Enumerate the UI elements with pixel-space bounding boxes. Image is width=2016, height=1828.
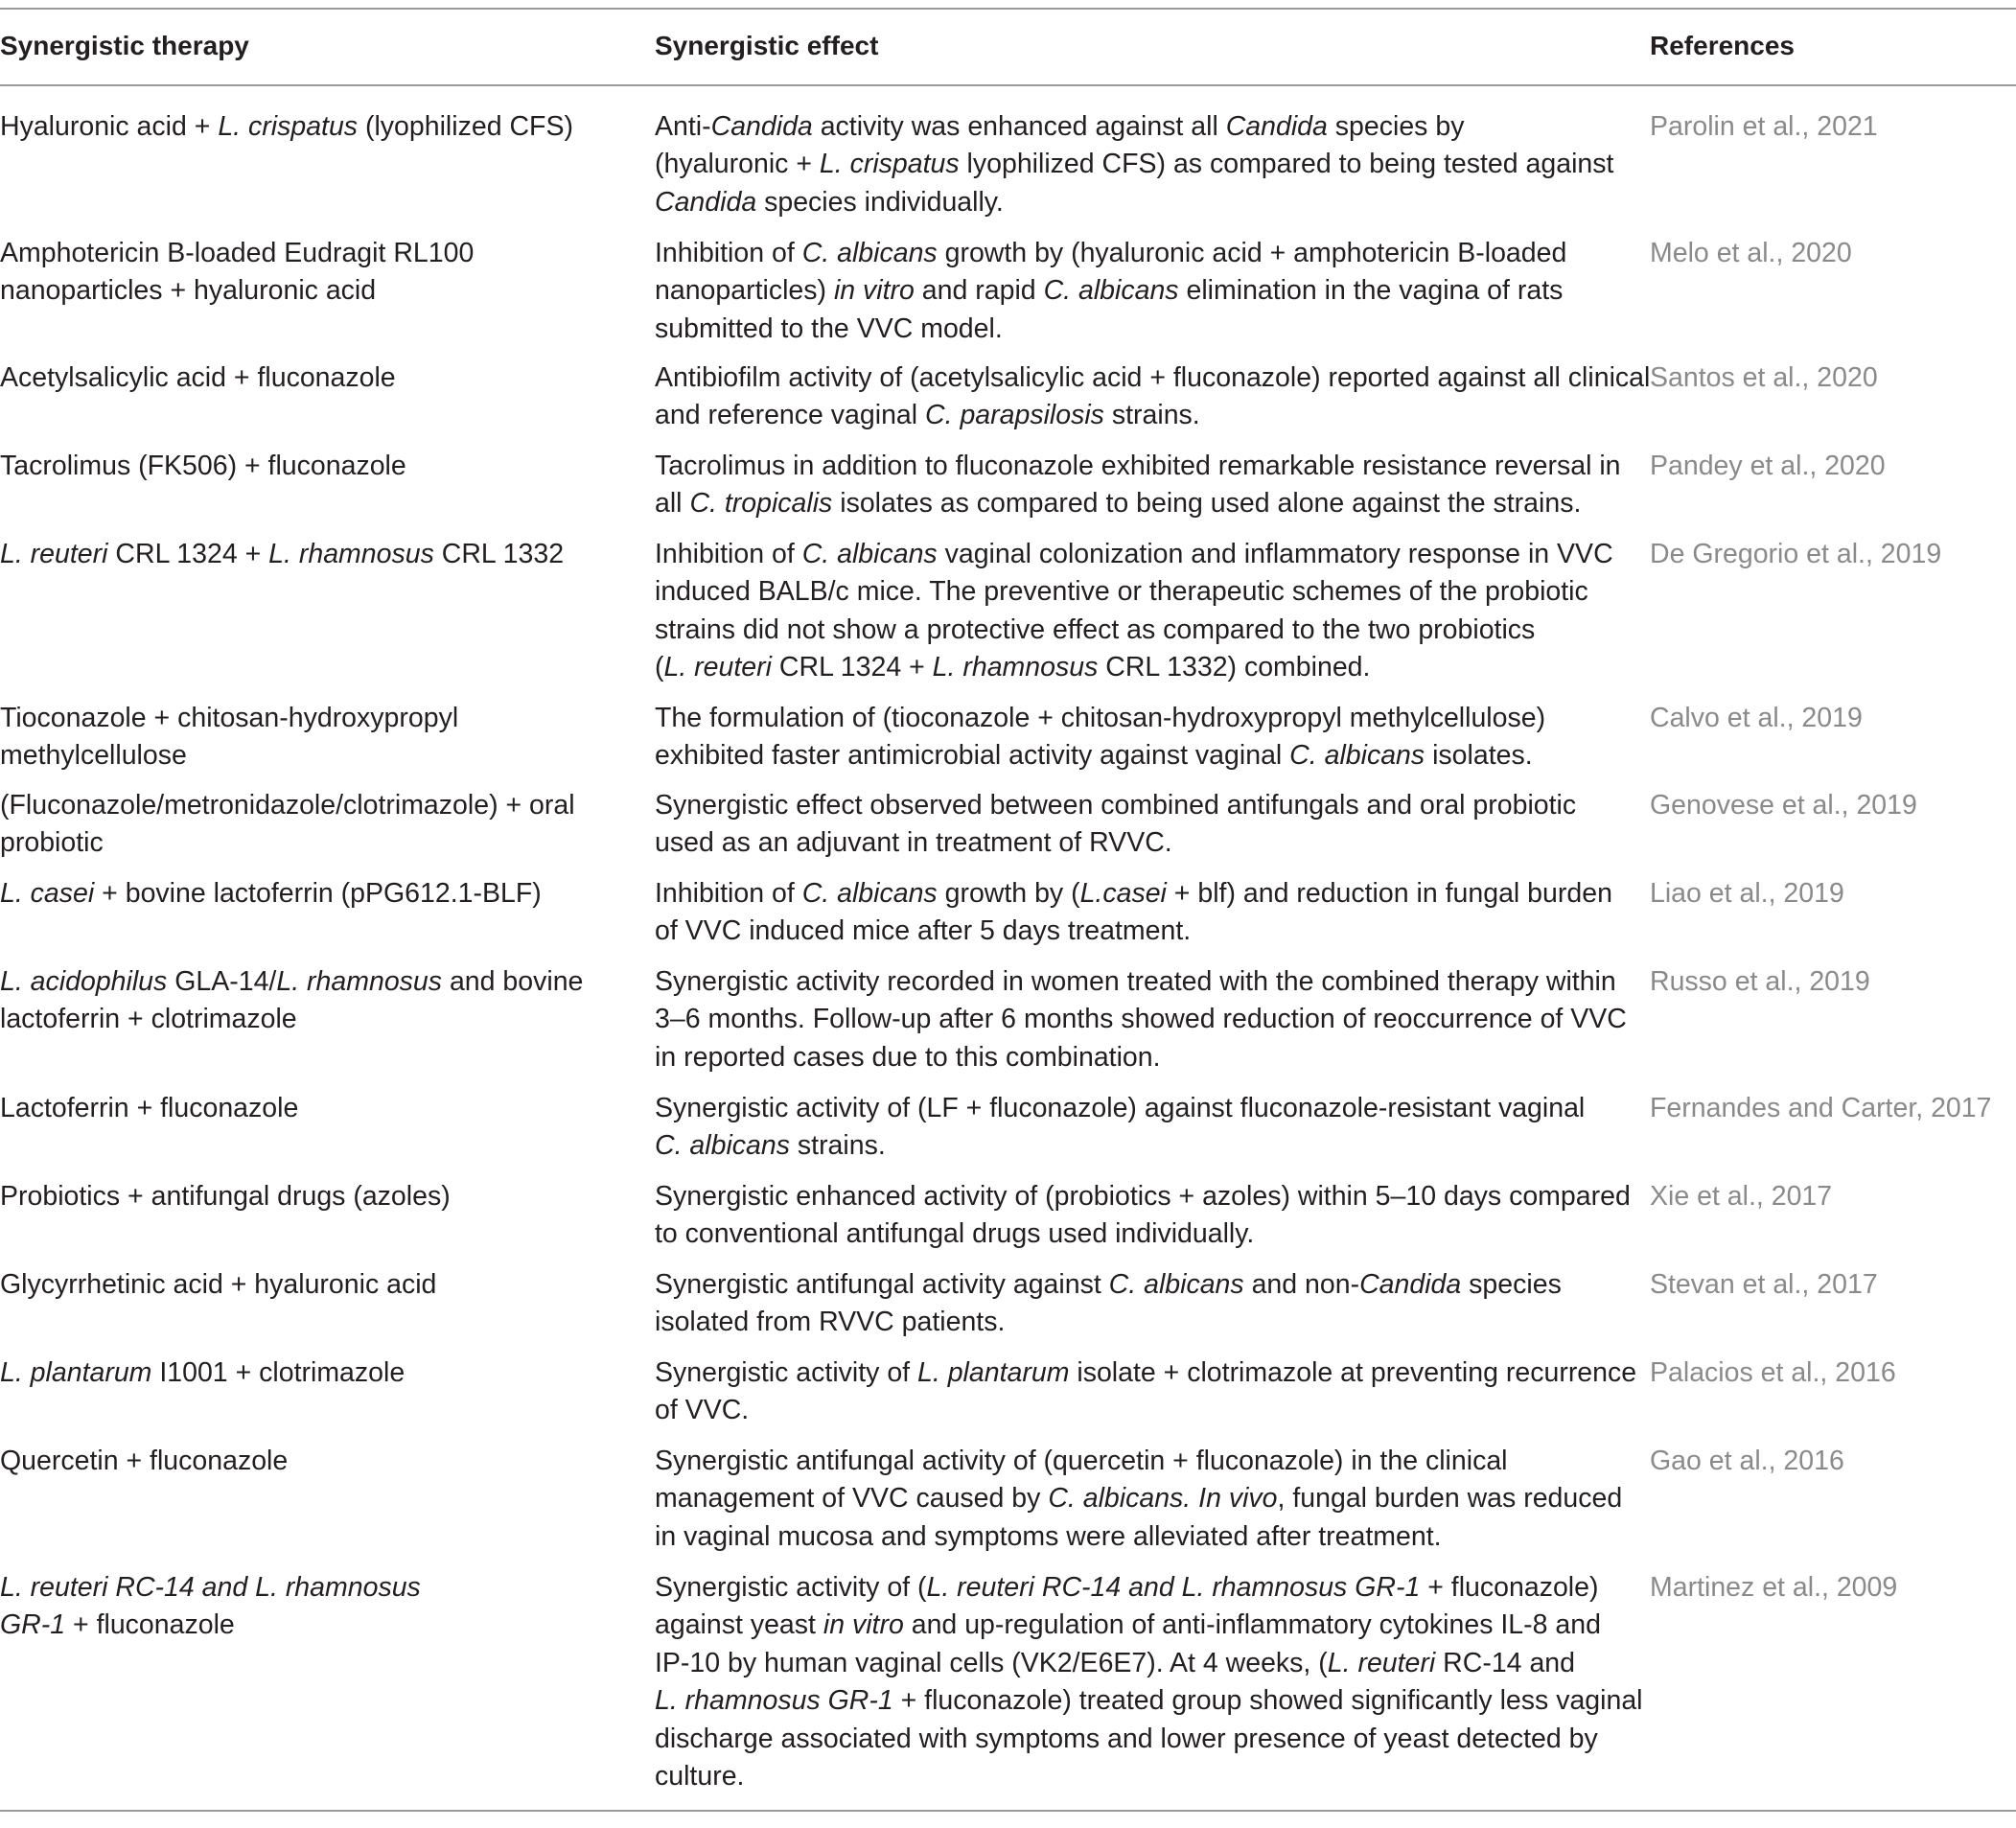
effect-line: Synergistic activity of (LF + fluconazole) against fluconazole-resistant vaginal <box>655 1093 1586 1123</box>
therapy-line: Lactoferrin + fluconazole <box>0 1093 299 1123</box>
effect-line: used as an adjuvant in treatment of RVVC. <box>655 827 1172 859</box>
therapy-cell <box>0 963 642 1039</box>
effect-line: Synergistic antifungal activity against C. albicans and non-Candida species <box>655 1269 1562 1300</box>
effect-cell <box>655 1266 1642 1342</box>
therapy-cell <box>0 536 642 573</box>
effect-cell <box>655 963 1642 1076</box>
therapy-cell <box>0 1569 642 1645</box>
reference-cell: Genovese et al., 2019 <box>1650 790 1917 821</box>
effect-line: of VVC. <box>655 1395 750 1426</box>
therapy-line: Amphotericin B-loaded Eudragit RL100 <box>0 238 475 268</box>
therapy-cell <box>0 1443 642 1480</box>
reference-cell: Liao et al., 2019 <box>1650 878 1844 909</box>
therapy-line: nanoparticles + hyaluronic acid <box>0 275 377 307</box>
effect-line: Synergistic activity of (L. reuteri RC-14 and L. rhamnosus GR-1 + fluconazole) <box>655 1572 1599 1603</box>
effect-line: strains did not show a protective effect as compared to the two probiotics <box>655 613 1536 645</box>
effect-line: against yeast in vitro and up-regulation of anti-inflammatory cytokines IL-8 and <box>655 1609 1601 1641</box>
effect-line: and reference vaginal C. parapsilosis strains. <box>655 400 1200 431</box>
effect-cell <box>655 108 1642 221</box>
therapy-line: Probiotics + antifungal drugs (azoles) <box>0 1181 451 1212</box>
therapy-line: L. acidophilus GLA-14/L. rhamnosus and bovine <box>0 966 584 997</box>
effect-line: (hyaluronic + L. crispatus lyophilized CFS) as compared to being tested against <box>655 149 1614 180</box>
effect-line: IP-10 by human vaginal cells (VK2/E6E7). At 4 weeks, (L. reuteri RC-14 and <box>655 1647 1575 1678</box>
therapy-line: L. reuteri CRL 1324 + L. rhamnosus CRL 1332 <box>0 539 565 569</box>
effect-line: of VVC induced mice after 5 days treatment. <box>655 915 1192 947</box>
therapy-line: Glycyrrhetinic acid + hyaluronic acid <box>0 1269 437 1300</box>
therapy-line: (Fluconazole/metronidazole/clotrimazole) + oral <box>0 790 575 821</box>
therapy-line: Hyaluronic acid + L. crispatus (lyophilized CFS) <box>0 111 573 142</box>
effect-line: culture. <box>655 1761 745 1793</box>
effect-cell <box>655 359 1651 435</box>
effect-cell <box>655 1354 1642 1430</box>
table-top-rule <box>0 8 2016 10</box>
effect-cell <box>655 235 1642 348</box>
effect-line: Synergistic activity recorded in women treated with the combined therapy within <box>655 966 1616 997</box>
effect-line: Synergistic enhanced activity of (probiotics + azoles) within 5–10 days compared <box>655 1181 1631 1212</box>
effect-line: Inhibition of C. albicans growth by (hyaluronic acid + amphotericin B-loaded <box>655 238 1567 268</box>
table-bottom-rule <box>0 1810 2016 1812</box>
reference-cell: Santos et al., 2020 <box>1650 362 1878 393</box>
therapy-cell <box>0 700 642 775</box>
therapy-cell <box>0 1178 642 1215</box>
effect-line: submitted to the VVC model. <box>655 312 1003 344</box>
effect-line: Synergistic antifungal activity of (quercetin + fluconazole) in the clinical <box>655 1446 1508 1476</box>
header-divider-rule <box>0 84 2016 86</box>
effect-line: management of VVC caused by C. albicans. In vivo, fungal burden was reduced <box>655 1483 1623 1515</box>
reference-cell: Fernandes and Carter, 2017 <box>1650 1093 1992 1123</box>
therapy-cell <box>0 875 642 913</box>
effect-cell <box>655 448 1642 523</box>
effect-cell <box>655 875 1642 951</box>
reference-cell: Stevan et al., 2017 <box>1650 1269 1878 1300</box>
effect-cell <box>655 1090 1642 1166</box>
effect-cell <box>655 787 1642 863</box>
effect-line: L. rhamnosus GR-1 + fluconazole) treated group showed significantly less vaginal <box>655 1685 1643 1717</box>
effect-line: all C. tropicalis isolates as compared to being used alone against the strains. <box>655 488 1582 520</box>
effect-line: nanoparticles) in vitro and rapid C. albicans elimination in the vagina of rats <box>655 275 1564 307</box>
therapy-cell <box>0 359 642 397</box>
effect-line: 3–6 months. Follow-up after 6 months showed reduction of reoccurrence of VVC <box>655 1004 1627 1035</box>
therapy-cell <box>0 448 642 485</box>
therapy-line: Tioconazole + chitosan-hydroxypropyl <box>0 703 459 733</box>
therapy-cell <box>0 1354 642 1392</box>
header-synergistic-therapy: Synergistic therapy <box>0 31 249 60</box>
therapy-line: methylcellulose <box>0 740 187 772</box>
therapy-cell <box>0 787 642 863</box>
therapy-cell <box>0 1090 642 1127</box>
therapy-line: GR-1 + fluconazole <box>0 1609 235 1641</box>
therapy-line: L. casei + bovine lactoferrin (pPG612.1-BLF) <box>0 878 542 909</box>
effect-line: Synergistic activity of L. plantarum isolate + clotrimazole at preventing recurrence <box>655 1357 1637 1388</box>
header-references: References <box>1650 31 1795 60</box>
therapy-line: Acetylsalicylic acid + fluconazole <box>0 362 396 393</box>
reference-cell: De Gregorio et al., 2019 <box>1650 539 1942 569</box>
reference-cell: Gao et al., 2016 <box>1650 1446 1844 1476</box>
effect-line: in vaginal mucosa and symptoms were alleviated after treatment. <box>655 1520 1442 1552</box>
effect-line: Tacrolimus in addition to fluconazole exhibited remarkable resistance reversal in <box>655 451 1621 481</box>
effect-line: discharge associated with symptoms and lower presence of yeast detected by <box>655 1723 1598 1754</box>
effect-cell <box>655 536 1642 687</box>
effect-cell <box>655 700 1642 775</box>
therapy-cell <box>0 108 642 146</box>
effect-line: Antibiofilm activity of (acetylsalicylic acid + fluconazole) reported against all clinical <box>655 362 1651 393</box>
header-synergistic-effect: Synergistic effect <box>655 31 879 60</box>
effect-cell <box>655 1443 1642 1556</box>
reference-cell: Calvo et al., 2019 <box>1650 703 1863 733</box>
effect-line: Inhibition of C. albicans growth by (L.casei + blf) and reduction in fungal burden <box>655 878 1612 909</box>
therapy-line: L. reuteri RC-14 and L. rhamnosus <box>0 1572 421 1603</box>
effect-line: Candida species individually. <box>655 186 1004 218</box>
effect-line: to conventional antifungal drugs used individually. <box>655 1218 1255 1250</box>
effect-line: Synergistic effect observed between combined antifungals and oral probiotic <box>655 790 1577 821</box>
therapy-line: lactoferrin + clotrimazole <box>0 1004 297 1035</box>
therapy-line: probiotic <box>0 827 104 859</box>
effect-line: exhibited faster antimicrobial activity against vaginal C. albicans isolates. <box>655 740 1533 772</box>
therapy-cell <box>0 235 642 311</box>
effect-line: The formulation of (tioconazole + chitosan-hydroxypropyl methylcellulose) <box>655 703 1546 733</box>
effect-line: C. albicans strains. <box>655 1130 886 1162</box>
effect-cell <box>655 1569 1642 1795</box>
therapy-line: Tacrolimus (FK506) + fluconazole <box>0 451 406 481</box>
effect-line: (L. reuteri CRL 1324 + L. rhamnosus CRL 1332) combined. <box>655 652 1371 683</box>
therapy-line: L. plantarum I1001 + clotrimazole <box>0 1357 406 1388</box>
effect-line: in reported cases due to this combination. <box>655 1041 1161 1073</box>
effect-line: Anti-Candida activity was enhanced against all Candida species by <box>655 111 1465 142</box>
effect-line: Inhibition of C. albicans vaginal colonization and inflammatory response in VVC <box>655 539 1613 569</box>
reference-cell: Russo et al., 2019 <box>1650 966 1870 997</box>
reference-cell: Parolin et al., 2021 <box>1650 111 1878 142</box>
reference-cell: Martinez et al., 2009 <box>1650 1572 1898 1603</box>
reference-cell: Palacios et al., 2016 <box>1650 1357 1896 1388</box>
effect-cell <box>655 1178 1642 1254</box>
reference-cell: Pandey et al., 2020 <box>1650 451 1886 481</box>
effect-line: induced BALB/c mice. The preventive or therapeutic schemes of the probiotic <box>655 576 1588 608</box>
effect-line: isolated from RVVC patients. <box>655 1307 1006 1338</box>
therapy-cell <box>0 1266 642 1304</box>
therapy-line: Quercetin + fluconazole <box>0 1446 289 1476</box>
reference-cell: Xie et al., 2017 <box>1650 1181 1833 1212</box>
reference-cell: Melo et al., 2020 <box>1650 238 1852 268</box>
